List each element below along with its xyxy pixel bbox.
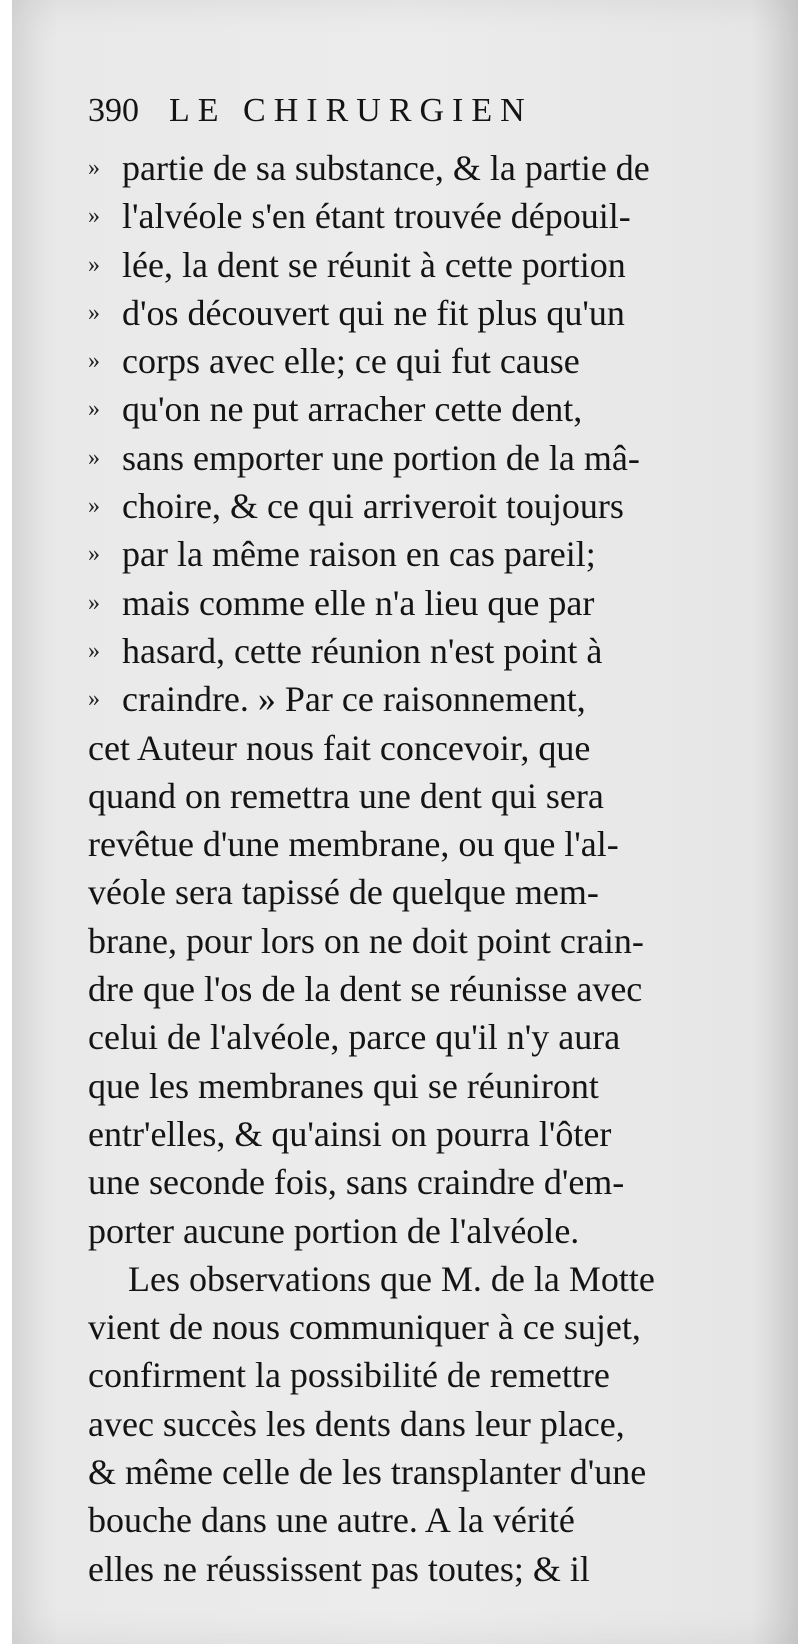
quote-marker: » bbox=[88, 589, 100, 616]
book-page bbox=[88, 92, 768, 1593]
line-text: corps avec elle; ce qui fut cause bbox=[122, 341, 580, 382]
quote-marker: » bbox=[88, 686, 100, 713]
line-text: craindre. » Par ce raisonnement, bbox=[122, 679, 586, 720]
text-line bbox=[88, 1110, 768, 1158]
text-line bbox=[88, 1207, 768, 1255]
quote-marker: » bbox=[88, 637, 100, 664]
line-text: elles ne réussissent pas toutes; & il bbox=[88, 1548, 590, 1589]
quote-marker: » bbox=[88, 541, 100, 568]
quote-marker: » bbox=[88, 493, 100, 520]
text-line bbox=[88, 1255, 768, 1303]
line-text: lée, la dent se réunit à cette portion bbox=[122, 244, 626, 285]
text-line bbox=[88, 724, 768, 772]
line-text: dre que l'os de la dent se réunisse avec bbox=[88, 969, 643, 1010]
line-text: vient de nous communiquer à ce sujet, bbox=[88, 1307, 641, 1348]
line-text: l'alvéole s'en étant trouvée dépouil- bbox=[122, 196, 631, 237]
text-line bbox=[88, 1545, 768, 1593]
line-text: sans emporter une portion de la mâ- bbox=[122, 437, 640, 478]
text-line bbox=[88, 965, 768, 1013]
line-text: celui de l'alvéole, parce qu'il n'y aura bbox=[88, 1017, 621, 1058]
text-line bbox=[88, 482, 768, 530]
line-text: d'os découvert qui ne fit plus qu'un bbox=[122, 292, 625, 333]
quote-marker: » bbox=[88, 155, 100, 181]
text-line bbox=[88, 144, 768, 192]
line-text: véole sera tapissé de quelque mem- bbox=[88, 872, 599, 913]
line-text: hasard, cette réunion n'est point à bbox=[122, 630, 603, 671]
line-text: cet Auteur nous fait concevoir, que bbox=[88, 727, 591, 768]
line-text: qu'on ne put arracher cette dent, bbox=[122, 389, 583, 430]
line-text: entr'elles, & qu'ainsi on pourra l'ôter bbox=[88, 1113, 612, 1154]
text-line bbox=[88, 337, 768, 385]
text-line bbox=[88, 820, 768, 868]
line-text: choire, & ce qui arriveroit toujours bbox=[122, 486, 624, 527]
quote-marker: » bbox=[88, 348, 100, 375]
text-line bbox=[88, 1496, 768, 1544]
line-text: par la même raison en cas pareil; bbox=[122, 534, 596, 575]
quote-marker: » bbox=[88, 444, 100, 471]
line-text: bouche dans une autre. A la vérité bbox=[88, 1500, 575, 1541]
text-line bbox=[88, 1158, 768, 1206]
text-line bbox=[88, 289, 768, 337]
quote-marker: » bbox=[88, 396, 100, 423]
text-line bbox=[88, 1400, 768, 1448]
text-line bbox=[88, 1013, 768, 1061]
text-line bbox=[88, 192, 768, 240]
quote-marker: » bbox=[88, 251, 100, 278]
text-line bbox=[88, 917, 768, 965]
text-line bbox=[88, 772, 768, 820]
text-line bbox=[88, 1303, 768, 1351]
text-line bbox=[88, 530, 768, 578]
line-text: brane, pour lors on ne doit point crain- bbox=[88, 920, 644, 961]
line-text: quand on remettra une dent qui sera bbox=[88, 775, 604, 816]
text-line bbox=[88, 627, 768, 675]
text-line bbox=[88, 1448, 768, 1496]
quote-marker: » bbox=[88, 299, 100, 326]
text-line bbox=[88, 579, 768, 627]
line-text: & même celle de les transplanter d'une bbox=[88, 1452, 647, 1493]
line-text: avec succès les dents dans leur place, bbox=[88, 1403, 625, 1444]
text-line bbox=[88, 241, 768, 289]
line-text: partie de sa substance, & la partie de bbox=[122, 148, 650, 188]
running-title: LE CHIRURGIEN bbox=[169, 92, 533, 129]
line-text: mais comme elle n'a lieu que par bbox=[122, 582, 595, 623]
line-text: Les observations que M. de la Motte bbox=[128, 1258, 655, 1299]
running-header bbox=[88, 92, 768, 144]
text-line bbox=[88, 1062, 768, 1110]
line-text: porter aucune portion de l'alvéole. bbox=[88, 1210, 580, 1251]
text-line bbox=[88, 1351, 768, 1399]
text-line bbox=[88, 434, 768, 482]
line-text: que les membranes qui se réuniront bbox=[88, 1065, 599, 1106]
line-text: une seconde fois, sans craindre d'em- bbox=[88, 1162, 625, 1203]
text-line bbox=[88, 385, 768, 433]
quote-marker: » bbox=[88, 203, 100, 230]
text-line bbox=[88, 868, 768, 916]
body-text bbox=[88, 144, 768, 1593]
line-text: confirment la possibilité de remettre bbox=[88, 1355, 610, 1396]
line-text: revêtue d'une membrane, ou que l'al- bbox=[88, 824, 619, 865]
text-line bbox=[88, 675, 768, 723]
page-number: 390 bbox=[88, 92, 139, 129]
